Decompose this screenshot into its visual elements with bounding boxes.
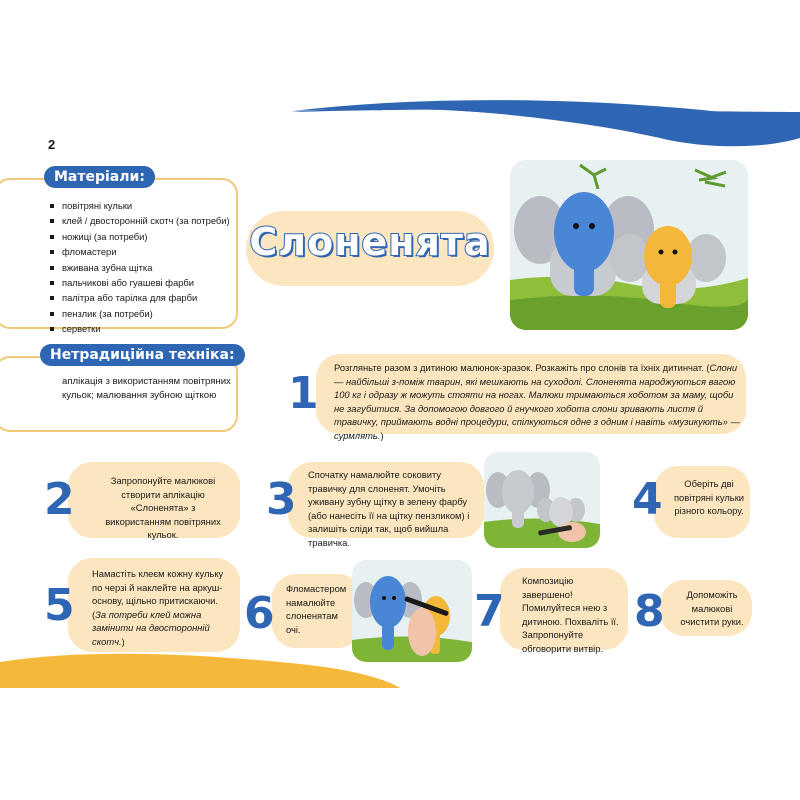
page-title: Слоненята [249, 220, 491, 264]
step-6-number: 6 [244, 588, 275, 639]
step-3-number: 3 [266, 474, 297, 525]
list-item: серветки [50, 321, 230, 336]
list-item: повітряні кульки [50, 198, 230, 213]
step-4-number: 4 [632, 474, 663, 525]
step-1-text: Розгляньте разом з дитиною малюнок-зразок. Розкажіть про слонів та їхніх дитинчат. (Слони — найбільші з-поміж тварин, які мешкають на суходолі. Слоненята народжуються вагою 100 кг і одразу ж можуть стояти на ногах. Малюки тримаються хоботом за маму, щоби не загубитися. За допомогою довгого й гнучкого хобота слони зривають листя й травичку, приймають водні процедури, спілкуються одне з одним і навіть «музикують» — сурмлять.) [334, 362, 740, 441]
top-blue-wave [0, 0, 800, 160]
elephants-illustration [510, 160, 748, 330]
step-8-number: 8 [634, 586, 665, 637]
list-item: фломастери [50, 244, 230, 259]
list-item: пальчикові або гуашеві фарби [50, 275, 230, 290]
drawing-eyes-illustration [352, 560, 472, 662]
list-item: палітра або тарілка для фарби [50, 290, 230, 305]
technique-text: аплікація з використанням повітряних кульок; малювання зубною щіткою [62, 376, 231, 402]
step-2-number: 2 [44, 474, 75, 525]
step-3-text: Спочатку намалюйте соковиту травичку для слоненят. Умочіть уживану зубну щітку в зелену фарбу (або нанесіть її на щітку пензликом) і залишіть сліди так, щоб вийшла травичка. [308, 469, 470, 548]
list-item: вживана зубна щітка [50, 260, 230, 275]
step-5-number: 5 [44, 580, 75, 631]
list-item: клей / двосторонній скотч (за потреби) [50, 213, 230, 228]
toothbrush-grass-illustration [484, 452, 600, 548]
technique-title: Нетрадиційна техніка: [40, 344, 245, 366]
page-number: 2 [48, 137, 56, 152]
materials-title: Матеріали: [44, 166, 155, 188]
step-2-text: Запропонуйте малюкові створити аплікацію «Слоненята» з використанням повітряних кульок. [105, 475, 221, 541]
list-item: пензлик (за потреби) [50, 306, 230, 321]
materials-list [50, 198, 230, 337]
step-8-text: Допоможіть малюкові очистити руки. [680, 589, 744, 628]
step-4-text: Оберіть дві повітряні кульки різного кольору. [673, 478, 745, 517]
list-item: ножиці (за потреби) [50, 229, 230, 244]
step-6-text: Фломастером намалюйте слоненятам очі. [286, 583, 347, 635]
step-7-number: 7 [474, 586, 505, 637]
step-5-text: Намастіть клеєм кожну кульку по черзі й наклейте на аркуш-основу, щільно притискаючи. (За потреби клей можна замінити на двосторонній скотч.) [92, 568, 224, 647]
step-7-text: Композицію завершено! Помилуйтеся нею з дитиною. Похваліть її. Запропонуйте обговорити витвір. [522, 575, 619, 654]
step-1-number: 1 [288, 368, 319, 419]
